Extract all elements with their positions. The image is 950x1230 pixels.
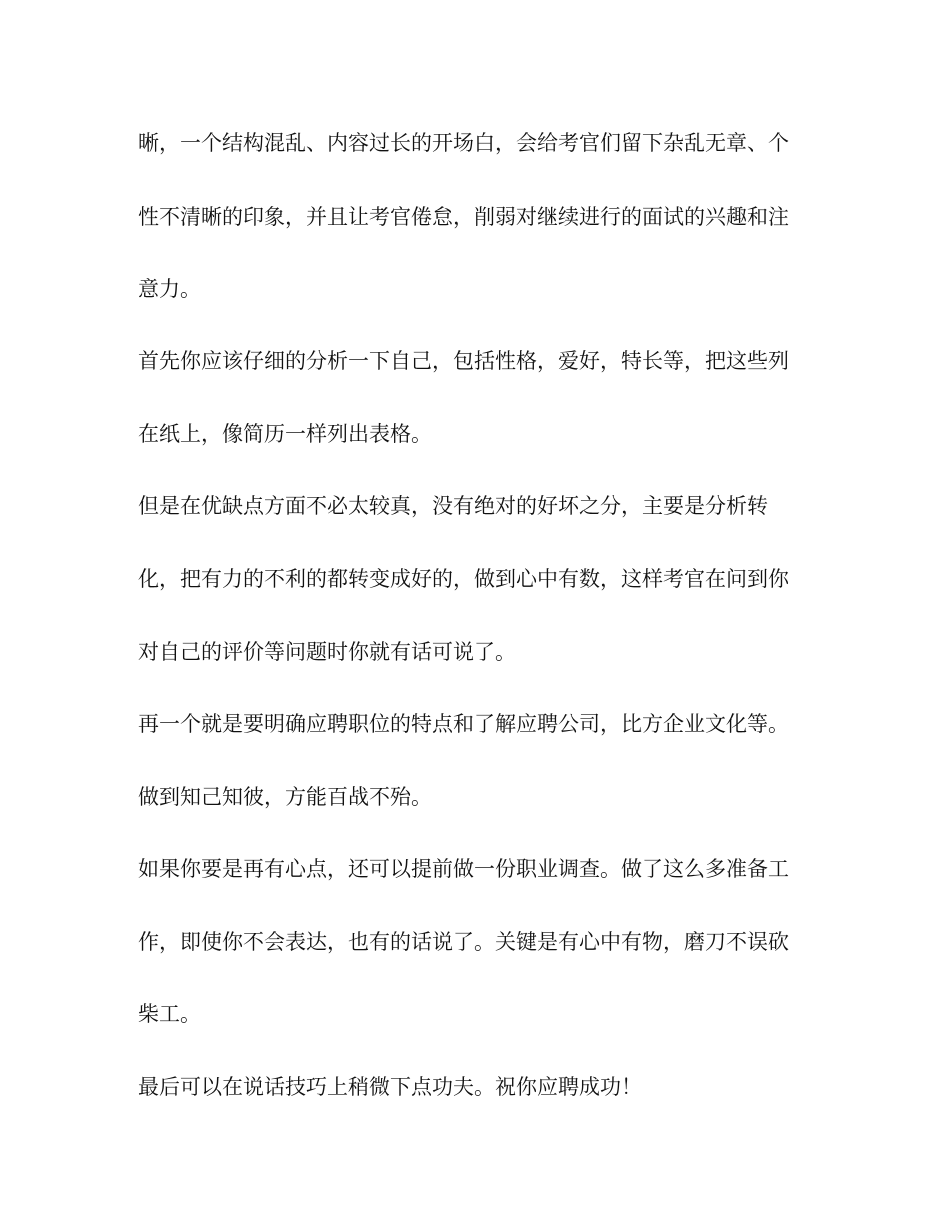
text-line-9: 再一个就是要明确应聘职位的特点和了解应聘公司，比方企业文化等。 (138, 712, 789, 736)
text-line-8: 对自己的评价等问题时你就有话可说了。 (138, 640, 516, 664)
text-line-14: 最后可以在说话技巧上稍微下点功夫。祝你应聘成功！ (138, 1075, 642, 1099)
text-line-3: 意力。 (138, 277, 201, 301)
text-line-7: 化，把有力的不利的都转变成好的，做到心中有数，这样考官在问到你 (138, 567, 789, 591)
text-line-2: 性不清晰的印象，并且让考官倦怠，削弱对继续进行的面试的兴趣和注 (138, 205, 789, 229)
text-line-12: 作，即使你不会表达，也有的话说了。关键是有心中有物，磨刀不误砍 (138, 930, 789, 954)
text-line-1: 晰，一个结构混乱、内容过长的开场白，会给考官们留下杂乱无章、个 (138, 131, 789, 155)
text-line-6: 但是在优缺点方面不必太较真，没有绝对的好坏之分，主要是分析转 (138, 494, 768, 518)
text-line-10: 做到知己知彼，方能百战不殆。 (138, 785, 432, 809)
text-line-11: 如果你要是再有心点，还可以提前做一份职业调查。做了这么多准备工 (138, 857, 789, 881)
text-line-13: 柴工。 (138, 1002, 201, 1026)
text-line-4: 首先你应该仔细的分析一下自己，包括性格，爱好，特长等，把这些列 (138, 349, 789, 373)
text-line-5: 在纸上，像简历一样列出表格。 (138, 422, 432, 446)
